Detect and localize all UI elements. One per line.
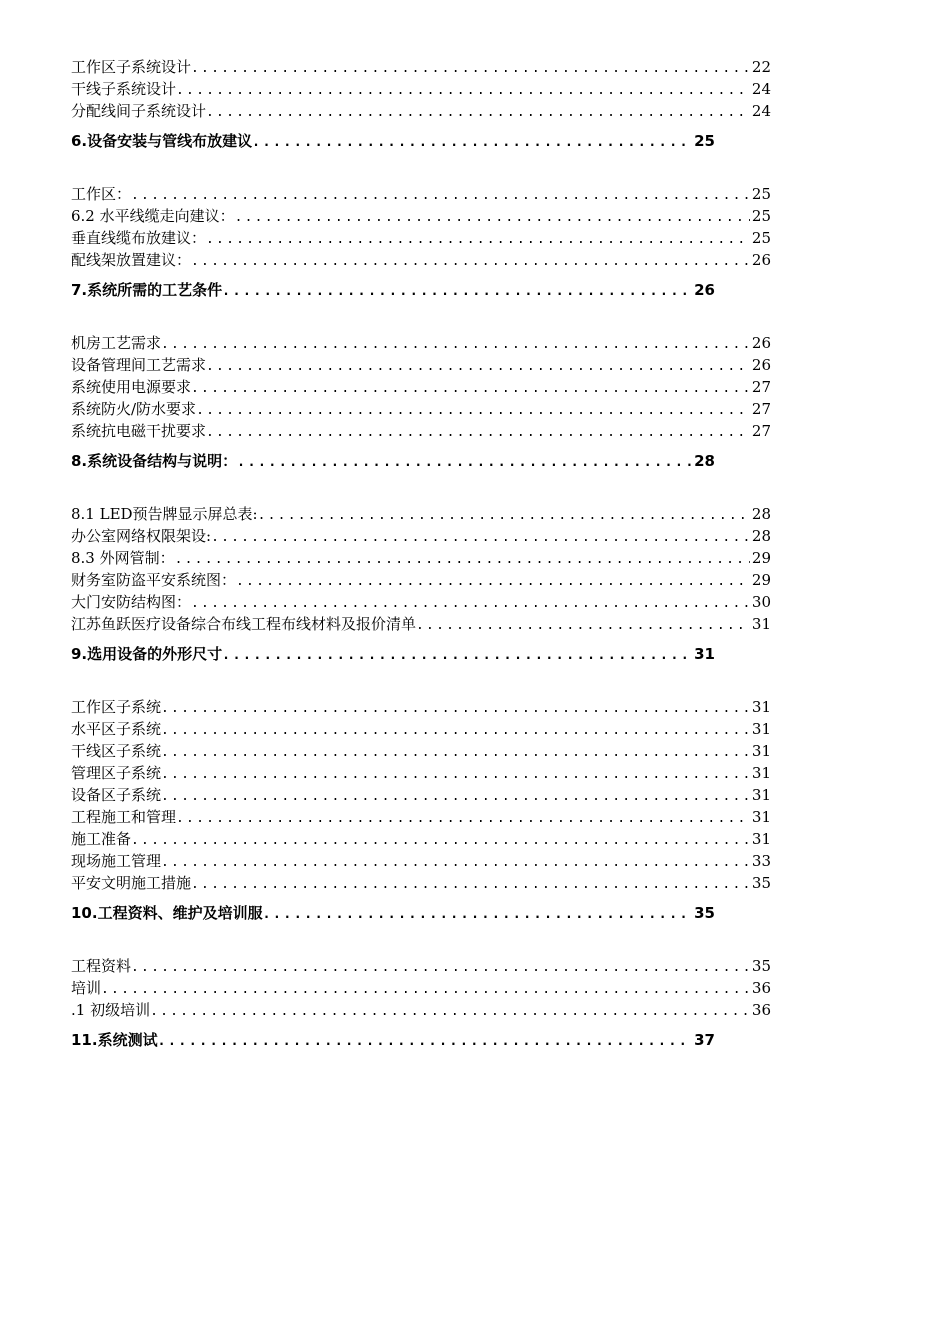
toc-heading-7[interactable] bbox=[71, 279, 715, 301]
toc-group-6 bbox=[71, 955, 771, 1021]
dot-leader bbox=[191, 58, 750, 80]
toc-entry-page: 31 bbox=[751, 615, 771, 633]
toc-entry-page: 36 bbox=[751, 1001, 771, 1019]
toc-entry-title: 办公室网络权限架设: bbox=[71, 527, 212, 545]
toc-entry-title: 垂直线缆布放建议： bbox=[71, 229, 207, 247]
toc-entry-page: 25 bbox=[751, 229, 771, 247]
toc-entry-page: 31 bbox=[751, 720, 771, 738]
toc-entry-page: 25 bbox=[751, 185, 771, 203]
toc-heading-9[interactable] bbox=[71, 643, 715, 665]
toc-heading-8[interactable] bbox=[71, 450, 715, 472]
dot-leader bbox=[206, 229, 750, 251]
toc-entry-page: 31 bbox=[751, 698, 771, 716]
toc-entry-title: 系统使用电源要求 bbox=[71, 378, 192, 396]
dot-leader bbox=[206, 356, 750, 378]
toc-entry[interactable] bbox=[71, 249, 771, 271]
toc-entry[interactable] bbox=[71, 613, 771, 635]
dot-leader bbox=[161, 764, 750, 786]
dot-leader bbox=[222, 645, 692, 667]
toc-entry-page: 29 bbox=[751, 549, 771, 567]
toc-entry[interactable] bbox=[71, 547, 771, 569]
toc-entry-page: 27 bbox=[751, 422, 771, 440]
toc-entry[interactable] bbox=[71, 183, 771, 205]
toc-group-5 bbox=[71, 696, 771, 894]
toc-entry-page: 26 bbox=[751, 356, 771, 374]
toc-heading-6[interactable] bbox=[71, 130, 715, 152]
toc-entry-page: 33 bbox=[751, 852, 771, 870]
toc-heading-title: 9.选用设备的外形尺寸 bbox=[71, 645, 223, 663]
toc-entry-title: 6.2 水平线缆走向建议： bbox=[71, 207, 235, 225]
dot-leader bbox=[161, 720, 750, 742]
toc-heading-title: 11.系统测试 bbox=[71, 1031, 158, 1049]
dot-leader bbox=[258, 505, 750, 527]
dot-leader bbox=[206, 102, 750, 124]
toc-entry-title: 现场施工管理 bbox=[71, 852, 162, 870]
dot-leader bbox=[252, 132, 692, 154]
toc-entry[interactable] bbox=[71, 100, 771, 122]
toc-entry-page: 28 bbox=[751, 527, 771, 545]
toc-heading-page: 31 bbox=[694, 645, 715, 663]
toc-entry[interactable] bbox=[71, 696, 771, 718]
toc-entry-page: 24 bbox=[751, 102, 771, 120]
toc-entry-title: 施工准备 bbox=[71, 830, 132, 848]
toc-heading-page: 25 bbox=[694, 132, 715, 150]
dot-leader bbox=[191, 378, 750, 400]
toc-entry-page: 28 bbox=[751, 505, 771, 523]
toc-entry-title: 平安文明施工措施 bbox=[71, 874, 192, 892]
dot-leader bbox=[416, 615, 750, 637]
toc-heading-11[interactable] bbox=[71, 1029, 715, 1051]
toc-group-2 bbox=[71, 183, 771, 271]
toc-entry[interactable] bbox=[71, 955, 771, 977]
toc-entry-page: 27 bbox=[751, 400, 771, 418]
toc-entry-title: 机房工艺需求 bbox=[71, 334, 162, 352]
toc-entry[interactable] bbox=[71, 78, 771, 100]
toc-heading-title: 10.工程资料、维护及培训服 bbox=[71, 904, 263, 922]
toc-entry[interactable] bbox=[71, 591, 771, 613]
dot-leader bbox=[263, 904, 693, 926]
toc-entry[interactable] bbox=[71, 999, 771, 1021]
toc-entry-page: 24 bbox=[751, 80, 771, 98]
dot-leader bbox=[175, 549, 750, 571]
dot-leader bbox=[161, 742, 750, 764]
toc-entry-title: 8.3 外网管制： bbox=[71, 549, 175, 567]
toc-entry-page: 31 bbox=[751, 764, 771, 782]
toc-entry-title: 干线区子系统 bbox=[71, 742, 162, 760]
toc-entry-title: 系统抗电磁干扰要求 bbox=[71, 422, 207, 440]
toc-entry-page: 31 bbox=[751, 830, 771, 848]
toc-entry[interactable] bbox=[71, 420, 771, 442]
toc-entry-title: 8.1 LED预告牌显示屏总表: bbox=[71, 505, 258, 523]
toc-heading-title: 7.系统所需的工艺条件 bbox=[71, 281, 223, 299]
dot-leader bbox=[161, 786, 750, 808]
toc-entry-page: 27 bbox=[751, 378, 771, 396]
dot-leader bbox=[211, 527, 750, 549]
dot-leader bbox=[236, 571, 750, 593]
toc-entry-title: 财务室防盗平安系统图： bbox=[71, 571, 237, 589]
toc-entry[interactable] bbox=[71, 503, 771, 525]
toc-entry-page: 26 bbox=[751, 334, 771, 352]
dot-leader bbox=[176, 808, 750, 830]
dot-leader bbox=[131, 957, 750, 979]
toc-entry-page: 25 bbox=[751, 207, 771, 225]
dot-leader bbox=[161, 698, 750, 720]
toc-heading-title: 6.设备安装与管线布放建议 bbox=[71, 132, 253, 150]
toc-entry[interactable] bbox=[71, 762, 771, 784]
toc-entry-title: 大门安防结构图： bbox=[71, 593, 192, 611]
dot-leader bbox=[206, 422, 750, 444]
dot-leader bbox=[131, 830, 750, 852]
dot-leader bbox=[176, 80, 750, 102]
toc-entry[interactable] bbox=[71, 740, 771, 762]
toc-entry-title: 管理区子系统 bbox=[71, 764, 162, 782]
toc-entry[interactable] bbox=[71, 784, 771, 806]
toc-group-4 bbox=[71, 503, 771, 635]
dot-leader bbox=[101, 979, 750, 1001]
toc-heading-page: 37 bbox=[694, 1031, 715, 1049]
dot-leader bbox=[191, 251, 750, 273]
dot-leader bbox=[235, 207, 750, 229]
toc-heading-title: 8.系统设备结构与说明： bbox=[71, 452, 238, 470]
toc-entry[interactable] bbox=[71, 332, 771, 354]
toc-entry[interactable] bbox=[71, 977, 771, 999]
toc-entry[interactable] bbox=[71, 806, 771, 828]
toc-entry[interactable] bbox=[71, 227, 771, 249]
toc-entry[interactable] bbox=[71, 205, 771, 227]
dot-leader bbox=[131, 185, 750, 207]
toc-entry[interactable] bbox=[71, 828, 771, 850]
dot-leader bbox=[196, 400, 750, 422]
toc-heading-page: 28 bbox=[694, 452, 715, 470]
toc-entry[interactable] bbox=[71, 398, 771, 420]
dot-leader bbox=[161, 334, 750, 356]
dot-leader bbox=[161, 852, 750, 874]
toc-entry-page: 31 bbox=[751, 786, 771, 804]
toc-entry-page: 31 bbox=[751, 808, 771, 826]
toc-entry[interactable] bbox=[71, 525, 771, 547]
toc-entry-title: 水平区子系统 bbox=[71, 720, 162, 738]
toc-entry-title: 工程施工和管理 bbox=[71, 808, 177, 826]
toc-entry-title: 设备管理间工艺需求 bbox=[71, 356, 207, 374]
toc-entry-page: 22 bbox=[751, 58, 771, 76]
dot-leader bbox=[158, 1031, 693, 1053]
toc-entry-title: 培训 bbox=[71, 979, 102, 997]
toc-entry-title: 干线子系统设计 bbox=[71, 80, 177, 98]
dot-leader bbox=[191, 593, 750, 615]
toc-entry-title: 工作区： bbox=[71, 185, 132, 203]
toc-entry[interactable] bbox=[71, 354, 771, 376]
toc-entry-page: 29 bbox=[751, 571, 771, 589]
toc-group-3 bbox=[71, 332, 771, 442]
table-of-contents bbox=[71, 56, 771, 1082]
toc-entry[interactable] bbox=[71, 872, 771, 894]
dot-leader bbox=[237, 452, 692, 474]
toc-entry-page: 31 bbox=[751, 742, 771, 760]
toc-entry-title: 分配线间子系统设计 bbox=[71, 102, 207, 120]
toc-entry-title: 江苏鱼跃医疗设备综合布线工程布线材料及报价清单 bbox=[71, 615, 417, 633]
dot-leader bbox=[222, 281, 692, 303]
toc-entry[interactable] bbox=[71, 569, 771, 591]
toc-entry-title: 设备区子系统 bbox=[71, 786, 162, 804]
toc-entry-page: 26 bbox=[751, 251, 771, 269]
toc-entry[interactable] bbox=[71, 850, 771, 872]
toc-entry-title: 工作区子系统 bbox=[71, 698, 162, 716]
toc-entry-title: 配线架放置建议： bbox=[71, 251, 192, 269]
dot-leader bbox=[191, 874, 750, 896]
toc-entry-title: 工作区子系统设计 bbox=[71, 58, 192, 76]
toc-entry-page: 35 bbox=[751, 957, 771, 975]
toc-group-1 bbox=[71, 56, 771, 122]
toc-heading-page: 26 bbox=[694, 281, 715, 299]
dot-leader bbox=[150, 1001, 750, 1023]
toc-entry[interactable] bbox=[71, 718, 771, 740]
toc-heading-10[interactable] bbox=[71, 902, 715, 924]
toc-entry-title: 工程资料 bbox=[71, 957, 132, 975]
toc-entry[interactable] bbox=[71, 56, 771, 78]
toc-entry-page: 30 bbox=[751, 593, 771, 611]
toc-entry[interactable] bbox=[71, 376, 771, 398]
toc-entry-page: 36 bbox=[751, 979, 771, 997]
toc-entry-title: .1 初级培训 bbox=[71, 1001, 151, 1019]
toc-heading-page: 35 bbox=[694, 904, 715, 922]
toc-entry-title: 系统防火/防水要求 bbox=[71, 400, 197, 418]
toc-entry-page: 35 bbox=[751, 874, 771, 892]
